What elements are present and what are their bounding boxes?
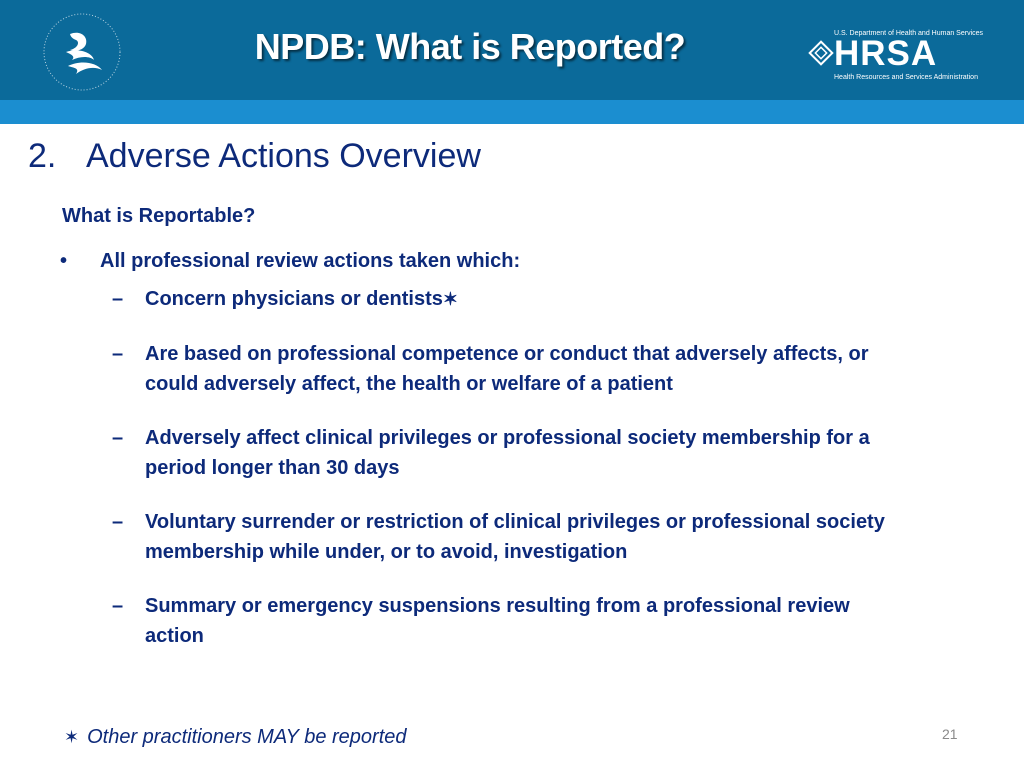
sub-item-text: Summary or emergency suspensions resulting from a professional review action bbox=[145, 595, 850, 647]
bullet-item bbox=[60, 250, 520, 273]
sub-item bbox=[112, 591, 912, 651]
dash-mark: – bbox=[112, 511, 124, 533]
dash-mark: – bbox=[112, 595, 124, 617]
sub-item bbox=[112, 423, 912, 483]
hhs-eagle-logo-icon bbox=[40, 10, 124, 94]
subhead: What is Reportable? bbox=[62, 205, 256, 227]
hrsa-dept-line: U.S. Department of Health and Human Services bbox=[834, 30, 984, 37]
dash-mark: – bbox=[112, 343, 124, 365]
star-icon: ✶ bbox=[64, 727, 80, 747]
sub-item-text: Voluntary surrender or restriction of clinical privileges or professional society membership while under, or to avoid, investigation bbox=[145, 511, 885, 563]
dash-mark: – bbox=[112, 427, 124, 449]
hrsa-diamond-icon bbox=[808, 40, 834, 66]
hrsa-sub-line: Health Resources and Services Administration bbox=[834, 74, 978, 81]
hrsa-wordmark: HRSA bbox=[834, 34, 938, 73]
footnote bbox=[64, 726, 407, 749]
header-stripe bbox=[0, 100, 1024, 124]
section-number: 2. bbox=[28, 137, 57, 175]
section-heading bbox=[28, 137, 481, 176]
bullet-mark: • bbox=[60, 250, 68, 272]
sub-item bbox=[112, 507, 912, 567]
page-number: 21 bbox=[942, 726, 958, 742]
sub-item-text: Are based on professional competence or conduct that adversely affects, or could adversely affect, the health or welfare of a patient bbox=[145, 343, 869, 395]
star-icon: ✶ bbox=[442, 289, 458, 309]
dash-mark: – bbox=[112, 288, 124, 310]
sub-item-text: Concern physicians or dentists bbox=[145, 288, 443, 310]
sub-item bbox=[112, 284, 912, 314]
footnote-text: Other practitioners MAY be reported bbox=[87, 726, 407, 748]
slide-title: NPDB: What is Reported? bbox=[254, 26, 686, 67]
section-title: Adverse Actions Overview bbox=[86, 137, 481, 175]
bullet-text: All professional review actions taken which: bbox=[100, 250, 521, 272]
sub-item-text: Adversely affect clinical privileges or professional society membership for a period longer than 30 days bbox=[145, 427, 870, 479]
sub-item bbox=[112, 339, 912, 399]
sub-list bbox=[112, 284, 912, 675]
